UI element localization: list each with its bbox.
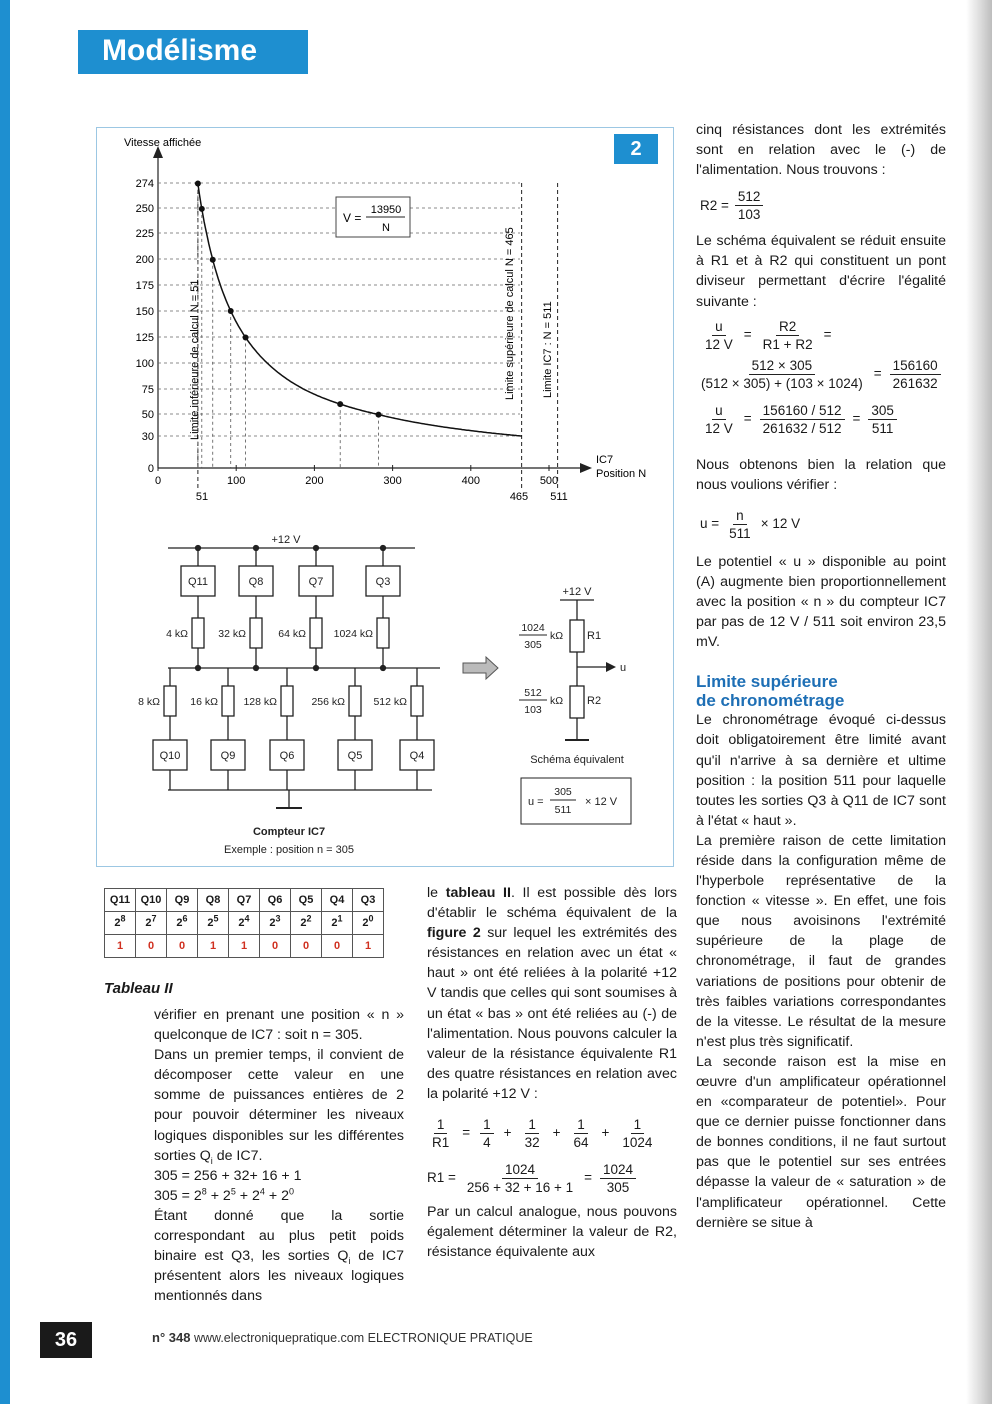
table-bit-cell: 0: [260, 935, 291, 958]
curve-point: [210, 257, 216, 263]
col2-para-1: le tableau II. Il est possible dès lors d'établir le schéma équivalent de la figure 2 sur lequel les extrémités des résistances en relation avec un état « haut » ont été reliées à la polarité +12 V tandis que celles qui sont soumises à un état « bas » ont été reliées au (-) de l'alimentation. Nous pouvons calculer la valeur de la résistance équivalente R1 des quatre résistances en relation avec la polarité +12 V :: [427, 885, 678, 1102]
y-tick-label: 274: [135, 178, 154, 190]
resistor: [164, 686, 176, 716]
table-bit-cell: 0: [291, 935, 322, 958]
col1-para-2: Dans un premier temps, il convient de décomposer cette valeur en une somme de puissances entières de 2 pour pouvoir déterminer les niveaux logiques disponibles sur les différentes sorties $Q_i$ de IC7.: [154, 1047, 404, 1166]
equivalent-circuit: [519, 586, 631, 824]
r2-unit: kΩ: [550, 695, 564, 707]
resistor: [250, 618, 262, 648]
x-mark-511: 511: [550, 491, 568, 503]
r1-value-num: 1024: [521, 622, 545, 634]
x-axis-arrow-icon: [580, 463, 592, 473]
resistor-label: 128 kΩ: [243, 696, 277, 708]
x-tick-label: 400: [461, 475, 480, 487]
resistor-label: 256 kΩ: [311, 696, 345, 708]
page-number: 36: [40, 1322, 92, 1358]
circuit-caption-title: Compteur IC7: [252, 826, 326, 838]
col1-para-1: vérifier en prenant une position « n » quelconque de IC7 : soit n = 305.: [154, 1007, 404, 1044]
equation-u-final: u = $\frac{n}{511}$ × 12 V: [700, 507, 801, 541]
counter-block-label: Q8: [248, 576, 264, 588]
counter-block-label: Q9: [220, 750, 236, 762]
counter-block-label: Q3: [375, 576, 391, 588]
table-power-cell: $2^8$: [105, 912, 136, 935]
issue-number: n° 348: [152, 1330, 191, 1345]
equation-divider-a: $\frac{u}{12 V}$ = $\frac{R2}{R1 + R2}$ =: [705, 318, 832, 352]
x-tick-label: 500: [539, 475, 559, 487]
equation-r1-sum: $\frac{1}{R1}$ = $\frac{1}{4}$ + $\frac{1}{32}$ + $\frac{1}{64}$ + $\frac{1}{1024}$: [432, 1117, 653, 1151]
text-column-3: [696, 120, 946, 1233]
table-header-cell: Q9: [167, 889, 198, 912]
col3-para-2: Le schéma équivalent se réduit ensuite à R1 et à R2 qui constituent un pont diviseur permettant d'écrire l'égalité suivante :: [696, 233, 946, 310]
y-tick-label: 250: [135, 203, 154, 215]
counter-block-label: Q10: [159, 750, 181, 762]
section-title: Modélisme: [102, 34, 258, 67]
table-bit-cell: 1: [105, 935, 136, 958]
resistor: [411, 686, 423, 716]
table-header-cell: Q5: [291, 889, 322, 912]
resistor-label: 8 kΩ: [138, 696, 160, 708]
table-powers-row: [105, 912, 384, 935]
equiv-box-u: u =: [528, 796, 544, 808]
output-arrow-icon: [606, 662, 616, 672]
equation-divider-b: $\frac{512 \times 305}{(512 \times 305) + (103 \times 1024)}$ = $\frac{156160}{261632}$: [696, 357, 946, 392]
resistor: [222, 686, 234, 716]
table-bit-cell: 0: [322, 935, 353, 958]
resistor-label: 16 kΩ: [190, 696, 218, 708]
curve-point: [337, 401, 343, 407]
equivalence-arrow-icon: [463, 657, 498, 679]
col1-equation-1: 305 = 256 + 32+ 16 + 1: [154, 1167, 302, 1184]
y-tick-label: 75: [141, 384, 154, 396]
counter-block-label: Q4: [409, 750, 425, 762]
col3-para-6: La première raison de cette limitation réside dans la configuration même de l'hyperbole représentative de la fonction « vitesse ». En effet, une fois que nous avoisinons l'extrémité supérieure de la plage de chronométrage, il faut de grandes variations de positions pour obtenir de très faibles variations correspondantes de la vitesse. Le résultat de la mesure n'est plus très significatif.: [696, 832, 946, 1050]
section-heading: Limite supérieure de chronométrage: [696, 672, 845, 711]
r2-value-num: 512: [524, 687, 542, 699]
y-tick-label: 150: [135, 306, 154, 318]
r1-value-den: 305: [524, 639, 542, 651]
x-tick-label: 100: [227, 475, 246, 487]
figure-number-badge: 2: [614, 134, 658, 164]
circuit-caption-sub: Exemple : position n = 305: [224, 844, 354, 856]
curve-point: [228, 308, 234, 314]
table-header-cell: Q6: [260, 889, 291, 912]
table-power-cell: $2^7$: [136, 912, 167, 935]
table-header-row: [105, 889, 384, 912]
equation-r2: R2 = $\frac{512}{103}$: [700, 188, 946, 223]
table-bit-cell: 1: [229, 935, 260, 958]
curve-point: [376, 412, 382, 418]
table-power-cell: $2^2$: [291, 912, 322, 935]
x-tick-label: 300: [383, 475, 402, 487]
equiv-box-mult: × 12 V: [585, 796, 618, 808]
equiv-box-num: 305: [554, 786, 572, 798]
resistor: [349, 686, 361, 716]
counter-block-label: Q11: [188, 576, 208, 588]
table-header-cell: Q7: [229, 889, 260, 912]
table-header-cell: Q11: [105, 889, 136, 912]
equation-r1-value: R1 = $\frac{1024}{256 + 32 + 16 + 1}$ = $\frac{1024}{305}$: [427, 1161, 677, 1196]
y-tick-label: 175: [135, 280, 154, 292]
node-dot: [254, 666, 259, 671]
resistor: [192, 618, 204, 648]
formula-v: V =: [343, 211, 362, 225]
footer-site: www.electroniquepratique.com: [193, 1331, 365, 1345]
table-header-cell: Q3: [353, 889, 384, 912]
y-tick-label: 200: [135, 254, 154, 266]
table-power-cell: $2^6$: [167, 912, 198, 935]
limit-lower-label: Limite inférieure de calcul N = 51: [189, 279, 201, 440]
text-column-1: [154, 1005, 404, 1306]
y-tick-label: 50: [141, 409, 154, 421]
y-tick-label: 125: [135, 332, 154, 344]
node-dot: [381, 666, 386, 671]
y-tick-label: 100: [135, 358, 154, 370]
table-power-cell: $2^1$: [322, 912, 353, 935]
equation-divider-c: $\frac{u}{12 V}$ = $\frac{156160 / 512}{261632 / 512}$ = $\frac{305}{511}$: [700, 402, 946, 437]
y-tick-label: 225: [135, 228, 154, 240]
table-ii: [104, 888, 384, 958]
table-bit-cell: 1: [353, 935, 384, 958]
x-axis-label-1: IC7: [596, 454, 614, 466]
counter-block-label: Q7: [308, 576, 324, 588]
curve-point: [243, 334, 249, 340]
footer-magazine: ELECTRONIQUE PRATIQUE: [367, 1331, 533, 1345]
limit-ic7-label: Limite IC7 : N = 511: [542, 301, 554, 398]
table-bits-row: [105, 935, 384, 958]
y-axis-label: Vitesse affichée: [124, 137, 202, 149]
x-tick-label: 200: [305, 475, 324, 487]
supply-top-label: +12 V: [271, 534, 301, 546]
col1-equation-2: $305 = 2^8 + 2^5 + 2^4 + 2^0$: [154, 1186, 294, 1204]
node-dot: [196, 666, 201, 671]
formula-denominator: N: [382, 222, 390, 234]
equiv-supply-label: +12 V: [562, 586, 592, 598]
r1-label: R1: [587, 630, 602, 642]
table-bit-cell: 1: [198, 935, 229, 958]
table-header-cell: Q10: [136, 889, 167, 912]
speed-chart: [124, 137, 646, 503]
table-bit-cell: 0: [167, 935, 198, 958]
table-header-cell: Q4: [322, 889, 353, 912]
formula-numerator: 13950: [370, 204, 402, 216]
table-power-cell: $2^0$: [353, 912, 384, 935]
col3-para-5: Le chronométrage évoqué ci-dessus doit obligatoirement être limité avant qu'il n'arrive à sa dernière et ultime position : la position 511 pour laquelle toutes les sorties Q3 à Q11 de IC7 sont à l'état « haut ».: [696, 712, 946, 829]
resistor: [281, 686, 293, 716]
equiv-box-den: 511: [554, 804, 572, 816]
equiv-caption: Schéma équivalent: [530, 754, 624, 766]
counter-circuit: [138, 534, 440, 856]
x-tick-label: 0: [154, 475, 162, 487]
x-mark-465: 465: [509, 491, 529, 503]
node-dot: [314, 666, 319, 671]
resistor: [310, 618, 322, 648]
resistor-label: 1024 kΩ: [333, 628, 373, 640]
col3-para-7: La seconde raison est la mise en œuvre d'un amplificateur opérationnel en «comparateur de potentiel». Pour que ce dernier puisse fonctionner dans de bonnes conditions, il ne faut surtout pas que le potentiel sur ses entrées dépasse la valeur de « saturation » de l'amplificateur opérationnel. Cette dernière se situe à: [696, 1053, 946, 1231]
resistor-label: 4 kΩ: [166, 628, 188, 640]
text-column-2: [427, 883, 677, 1262]
table-bit-cell: 0: [136, 935, 167, 958]
resistor: [377, 618, 389, 648]
y-tick-label: 0: [147, 463, 154, 475]
curve-point: [195, 180, 201, 186]
resistor-label: 64 kΩ: [278, 628, 306, 640]
table-header-cell: Q8: [198, 889, 229, 912]
x-axis-label-2: Position N: [596, 468, 647, 480]
table-power-cell: $2^4$: [229, 912, 260, 935]
table-power-cell: $2^5$: [198, 912, 229, 935]
limit-upper-label: Limite supérieure de calcul N = 465: [504, 227, 516, 400]
resistor-label: 512 kΩ: [373, 696, 407, 708]
col3-para-4: Le potentiel « u » disponible au point (A) augmente bien proportionnellement avec la position « n » du compteur IC7 par pas de 12 V / 511 soit environ 23,5 mV.: [696, 553, 946, 651]
table-power-cell: $2^3$: [260, 912, 291, 935]
col3-para-3: Nous obtenons bien la relation que nous voulions vérifier :: [696, 456, 946, 493]
r2-label: R2: [587, 695, 602, 707]
output-u-label: u: [620, 662, 627, 674]
r1-unit: kΩ: [550, 630, 564, 642]
y-tick-label: 30: [141, 431, 154, 443]
col2-para-2: Par un calcul analogue, nous pouvons également déterminer la valeur de R2, résistance équivalente aux: [427, 1204, 677, 1261]
x-mark-51: 51: [195, 491, 209, 503]
table-caption: Tableau II: [104, 980, 173, 997]
curve-point: [199, 206, 205, 212]
r2-value-den: 103: [524, 704, 542, 716]
col3-para-1: cinq résistances dont les extrémités sont en relation avec le (-) de l'alimentation. Nous trouvons :: [696, 122, 946, 179]
counter-block-label: Q5: [347, 750, 363, 762]
col1-para-3: Étant donné que la sortie correspondant au plus petit poids binaire est Q3, les sorties $Q_i$ de IC7 présentent alors les niveaux logiques mentionnés dans: [154, 1207, 404, 1305]
footer-line: [152, 1330, 533, 1345]
counter-block-label: Q6: [279, 750, 295, 762]
resistor-label: 32 kΩ: [218, 628, 246, 640]
